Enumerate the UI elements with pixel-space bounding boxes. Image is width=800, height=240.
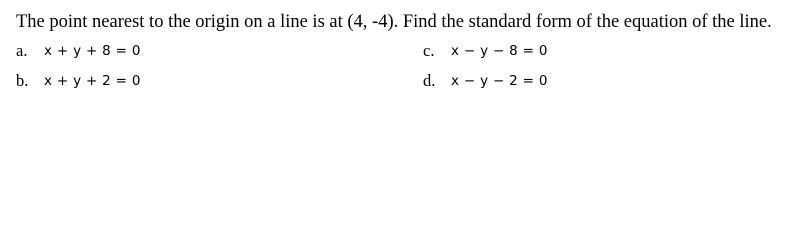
choice-letter: c. bbox=[423, 41, 435, 60]
answer-choice-c[interactable] bbox=[423, 41, 548, 62]
answer-choice-d[interactable] bbox=[423, 71, 548, 92]
choice-expression: x − y − 8 = 0 bbox=[451, 43, 548, 59]
choice-expression: x + y + 2 = 0 bbox=[44, 73, 141, 89]
answer-choice-a[interactable] bbox=[16, 41, 141, 62]
choice-expression: x − y − 2 = 0 bbox=[451, 73, 548, 89]
choice-letter: a. bbox=[16, 41, 28, 60]
answer-choice-b[interactable] bbox=[16, 71, 141, 92]
question-text: The point nearest to the origin on a line is at (4, -4). Find the standard form of the equation of the line. bbox=[16, 12, 772, 32]
choice-expression: x + y + 8 = 0 bbox=[44, 43, 141, 59]
choice-letter: b. bbox=[16, 71, 29, 90]
choice-letter: d. bbox=[423, 71, 436, 90]
